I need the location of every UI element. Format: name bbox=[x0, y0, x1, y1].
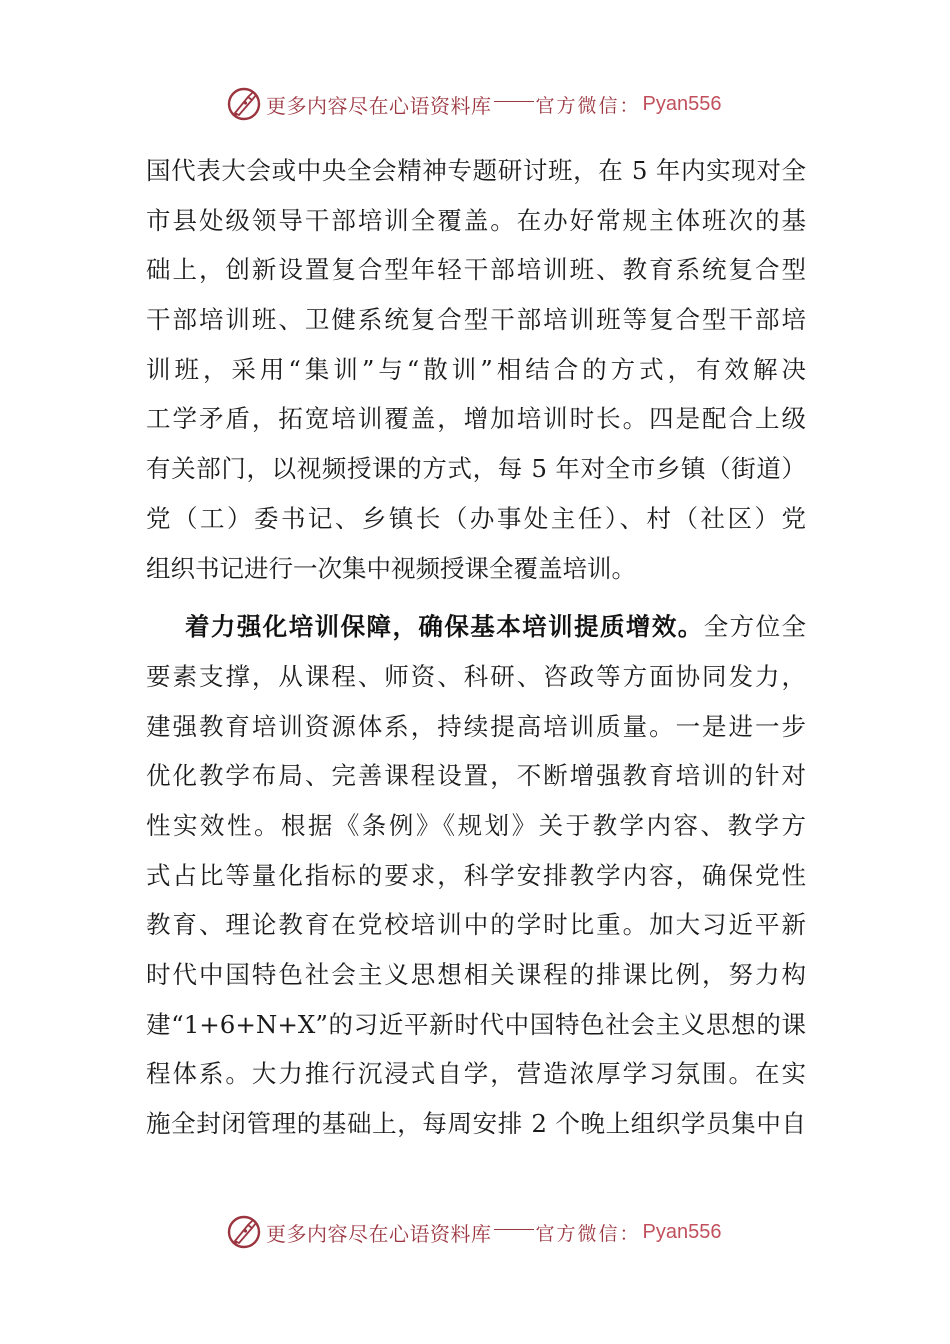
text-line: 训班，采用“集训”与“散训”相结合的方式，有效解决 bbox=[146, 354, 806, 384]
text-line: 优化教学布局、完善课程设置，不断增强教育培训的针对 bbox=[146, 761, 806, 791]
paragraph-spacer bbox=[146, 593, 806, 602]
banner-wechat-id: Pyan556 bbox=[642, 1220, 722, 1243]
text-line: 有关部门，以视频授课的方式，每 5 年对全市乡镇（街道） bbox=[146, 454, 806, 484]
banner-main-text: 更多内容尽在心语资料库 bbox=[266, 1221, 492, 1246]
banner-wechat-label: 官方微信： bbox=[535, 94, 641, 117]
text-line: 工学矛盾，拓宽培训覆盖，增加培训时长。四是配合上级 bbox=[146, 404, 806, 434]
text-line: 础上，创新设置复合型年轻干部培训班、教育系统复合型 bbox=[146, 255, 806, 285]
banner-wechat-label: 官方微信： bbox=[535, 1222, 641, 1245]
text-line: 组织书记进行一次集中视频授课全覆盖培训。 bbox=[146, 553, 636, 583]
text-line: 建强教育培训资源体系，持续提高培训质量。一是进一步 bbox=[146, 711, 806, 741]
header-banner bbox=[226, 84, 721, 124]
banner-dash bbox=[494, 101, 534, 102]
text-line: 施全封闭管理的基础上，每周安排 2 个晚上组织学员集中自 bbox=[146, 1109, 806, 1139]
paragraph-1 bbox=[146, 146, 806, 593]
banner-wechat-id: Pyan556 bbox=[642, 92, 722, 115]
text-line: 党（工）委书记、乡镇长（办事处主任）、村（社区）党 bbox=[146, 503, 806, 533]
text-line: 性实效性。根据《条例》《规划》关于教学内容、教学方 bbox=[146, 810, 806, 840]
text-line: 式占比等量化指标的要求，科学安排教学内容，确保党性 bbox=[146, 860, 806, 890]
pen-nib-logo-icon bbox=[226, 1214, 262, 1250]
pen-nib-logo-icon bbox=[226, 86, 262, 122]
paragraph-heading: 着力强化培训保障，确保基本培训提质增效。 bbox=[185, 612, 704, 642]
text-line: 国代表大会或中央全会精神专题研讨班，在 5 年内实现对全 bbox=[146, 156, 806, 185]
heading-line-rest: 全方位全 bbox=[703, 612, 806, 642]
text-line: 程体系。大力推行沉浸式自学，营造浓厚学习氛围。在实 bbox=[146, 1059, 806, 1089]
text-line: 干部培训班、卫健系统复合型干部培训班等复合型干部培 bbox=[146, 305, 806, 335]
footer-banner bbox=[226, 1212, 721, 1252]
paragraph-2 bbox=[146, 602, 806, 1149]
text-line: 时代中国特色社会主义思想相关课程的排课比例，努力构 bbox=[146, 960, 806, 989]
banner-main-text: 更多内容尽在心语资料库 bbox=[266, 93, 492, 118]
text-line: 教育、理论教育在党校培训中的学时比重。加大习近平新 bbox=[146, 910, 806, 940]
text-line: 要素支撑，从课程、师资、科研、咨政等方面协同发力， bbox=[146, 661, 806, 691]
text-line: 建“1+6+N+X”的习近平新时代中国特色社会主义思想的课 bbox=[146, 1009, 806, 1039]
document-body bbox=[146, 146, 806, 1149]
text-line: 市县处级领导干部培训全覆盖。在办好常规主体班次的基 bbox=[146, 205, 806, 235]
text-line-first bbox=[146, 602, 806, 652]
banner-dash bbox=[494, 1229, 534, 1230]
